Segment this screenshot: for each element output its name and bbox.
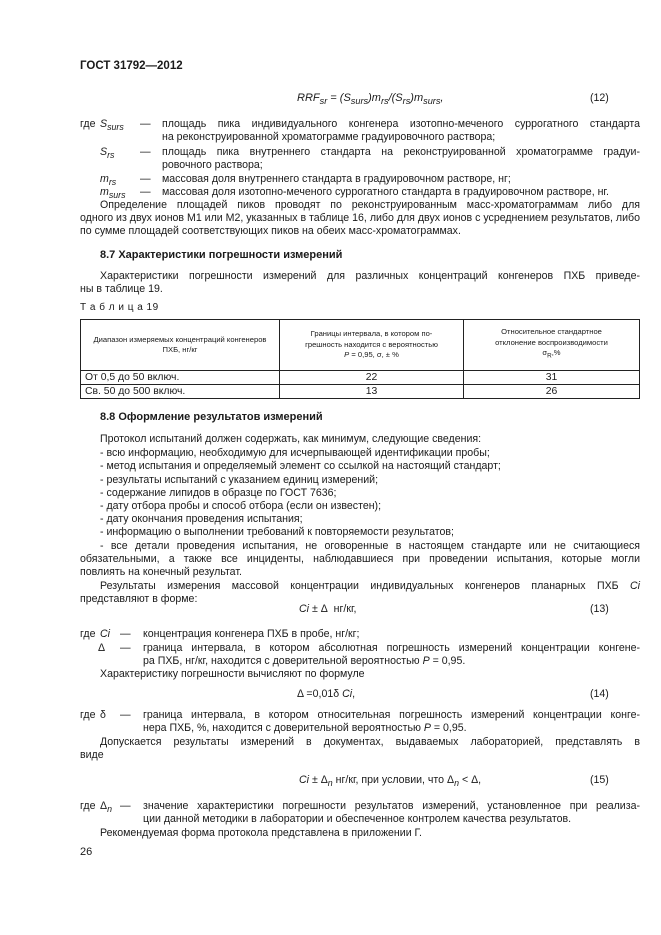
def-msurs: массовая доля изотопно-меченого суррогатного стандарта в градуировочном растворе, нг. — [162, 186, 609, 198]
formula-13-number: (13) — [590, 603, 609, 615]
formula-14-number: (14) — [590, 688, 609, 700]
list-item: - информацию о выполнении требований к повторяемости результатов; — [100, 526, 454, 538]
dash: — — [140, 118, 151, 130]
section-8-7-title: 8.7 Характеристики погрешности измерений — [100, 249, 343, 261]
list-item: - всю информацию, необходимую для исчерпывающей идентификации пробы; — [100, 447, 490, 459]
page-header: ГОСТ 31792—2012 — [80, 60, 183, 72]
formula-12-number: (12) — [590, 92, 609, 104]
formula-13: Ci ± Δ нг/кг, — [299, 603, 357, 615]
def-ci: концентрация конгенера ПХБ в пробе, нг/кг; — [143, 628, 360, 640]
table-header-range: Диапазон измеряемых концентраций конгенеров ПХБ, нг/кг — [81, 320, 280, 371]
peaks-para-1: Определение площадей пиков проводят по реконструированным масс-хроматограммам либо для — [100, 199, 640, 211]
list-item: - результаты испытаний с указанием единиц измерений; — [100, 474, 379, 486]
table-cell: От 0,5 до 50 включ. — [81, 371, 280, 385]
def-small-delta-1: граница интервала, в котором относительная погрешность измерений концентрации конге- — [143, 709, 640, 721]
recommended-form: Рекомендуемая форма протокола представлена в приложении Г. — [100, 827, 422, 839]
dash: — — [120, 642, 131, 654]
table-cell: Св. 50 до 500 включ. — [81, 385, 280, 399]
section-8-8-title: 8.8 Оформление результатов измерений — [100, 411, 323, 423]
table-row — [81, 385, 640, 399]
allowed-para-1: Допускается результаты измерений в документах, выдаваемых лабораторией, представлять в — [100, 736, 640, 748]
list-item: - все детали проведения испытания, не оговоренные в настоящем стандарте или не считающиеся — [100, 540, 640, 552]
table-header-deviation: Относительное стандартное отклонение воспроизводимости $\sigma_R,\%$ — [464, 320, 640, 371]
def-delta-1: граница интервала, в котором абсолютная погрешность измерений концентрации конгене- — [143, 642, 640, 654]
def-srs-2: ровочного раствора; — [162, 159, 263, 171]
table-cell: 22 — [280, 371, 464, 385]
table-cell: 31 — [464, 371, 640, 385]
where-label: где — [80, 118, 96, 130]
table-row — [81, 371, 640, 385]
allowed-para-2: виде — [80, 749, 104, 761]
symbol-msurs: $m_{surs}$ — [100, 186, 126, 201]
table-cell: 13 — [280, 385, 464, 399]
table-19 — [80, 319, 640, 399]
list-item: - дату отбора пробы и способ отбора (если он известен); — [100, 500, 382, 512]
results-para-2: представляют в форме: — [80, 593, 198, 605]
section-8-7-para-1: Характеристики погрешности измерений для различных концентраций конгенеров ПХБ приведе- — [100, 270, 640, 282]
dash: — — [140, 186, 151, 198]
where-label: где — [80, 800, 96, 812]
dash: — — [120, 800, 131, 812]
dash: — — [140, 146, 151, 158]
def-delta-2: ра ПХБ, нг/кг, находится с доверительной вероятностью P = 0,95. — [143, 655, 466, 667]
where-label: где — [80, 628, 96, 640]
symbol-small-delta: δ — [100, 709, 106, 721]
def-srs-1: площадь пика внутреннего стандарта на реконструированной хроматограмме градуи- — [162, 146, 640, 158]
peaks-para-2: одного из двух ионов M1 или M2, указанных в таблице 16, либо для двух ионов с усреднением результатов, либо по сумме площадей соответствующих пиков на обеих масс-хроматограммах. — [80, 212, 640, 237]
where-label: где — [80, 709, 96, 721]
protocol-intro: Протокол испытаний должен содержать, как минимум, следующие сведения: — [100, 433, 482, 445]
symbol-srs: $S_{rs}$ — [100, 146, 115, 161]
list-item: - содержание липидов в образце по ГОСТ 7636; — [100, 487, 337, 499]
list-item: - дату окончания проведения испытания; — [100, 513, 303, 525]
symbol-mrs: $m_{rs}$ — [100, 173, 117, 188]
table-cell: 26 — [464, 385, 640, 399]
def-mrs: массовая доля внутреннего стандарта в градуировочном растворе, нг; — [162, 173, 511, 185]
formula-15-number: (15) — [590, 774, 609, 786]
dash: — — [120, 628, 131, 640]
results-para-1: Результаты измерения массовой концентрации индивидуальных конгенеров планарных ПХБ Ci — [100, 580, 640, 592]
list-item-cont: повлиять на конечный результат. — [80, 566, 242, 578]
symbol-delta-n: $\Delta_n$ — [100, 800, 112, 815]
section-8-7-para-2: ны в таблице 19. — [80, 283, 163, 295]
symbol-ssurs: $S_{surs}$ — [100, 118, 124, 133]
def-ssurs-2: на реконструированной хроматограмме градуировочного раствора; — [162, 131, 496, 143]
formula-12: $RRF_{sr} = (S_{surs})m_{rs}/(S_{rs})m_{surs}$, — [297, 92, 444, 107]
table-19-caption: Т а б л и ц а 19 — [80, 302, 159, 313]
list-item-cont: обязательными, а также все инциденты, наблюдавшиеся при проведении испытания, которые могли — [80, 553, 640, 565]
error-formula-intro: Характеристику погрешности вычисляют по формуле — [100, 668, 365, 680]
dash: — — [140, 173, 151, 185]
table-header-interval: Границы интервала, в котором по- грешность находится с вероятностью P = 0,95, σ, ± % — [280, 320, 464, 371]
page-number: 26 — [80, 846, 93, 858]
symbol-ci: Ci — [100, 628, 111, 640]
formula-15: $Ci \pm \Delta_n$ нг/кг, при условии, что $\Delta_n < \Delta$, — [299, 774, 482, 789]
symbol-delta: Δ — [98, 642, 106, 654]
formula-14: Δ =0,01δ Ci, — [297, 688, 356, 700]
def-ssurs-1: площадь пика индивидуального конгенера изотопно-меченого суррогатного стандарта — [162, 118, 640, 130]
def-small-delta-2: нера ПХБ, %, находится с доверительной вероятностью P = 0,95. — [143, 722, 467, 734]
def-delta-n-2: ции данной методики в лаборатории и обеспеченное контролем качества результатов. — [143, 813, 572, 825]
list-item: - метод испытания и определяемый элемент со ссылкой на настоящий стандарт; — [100, 460, 501, 472]
def-delta-n-1: значение характеристики погрешности результатов измерений, установленное при реализа- — [143, 800, 640, 812]
dash: — — [120, 709, 131, 721]
